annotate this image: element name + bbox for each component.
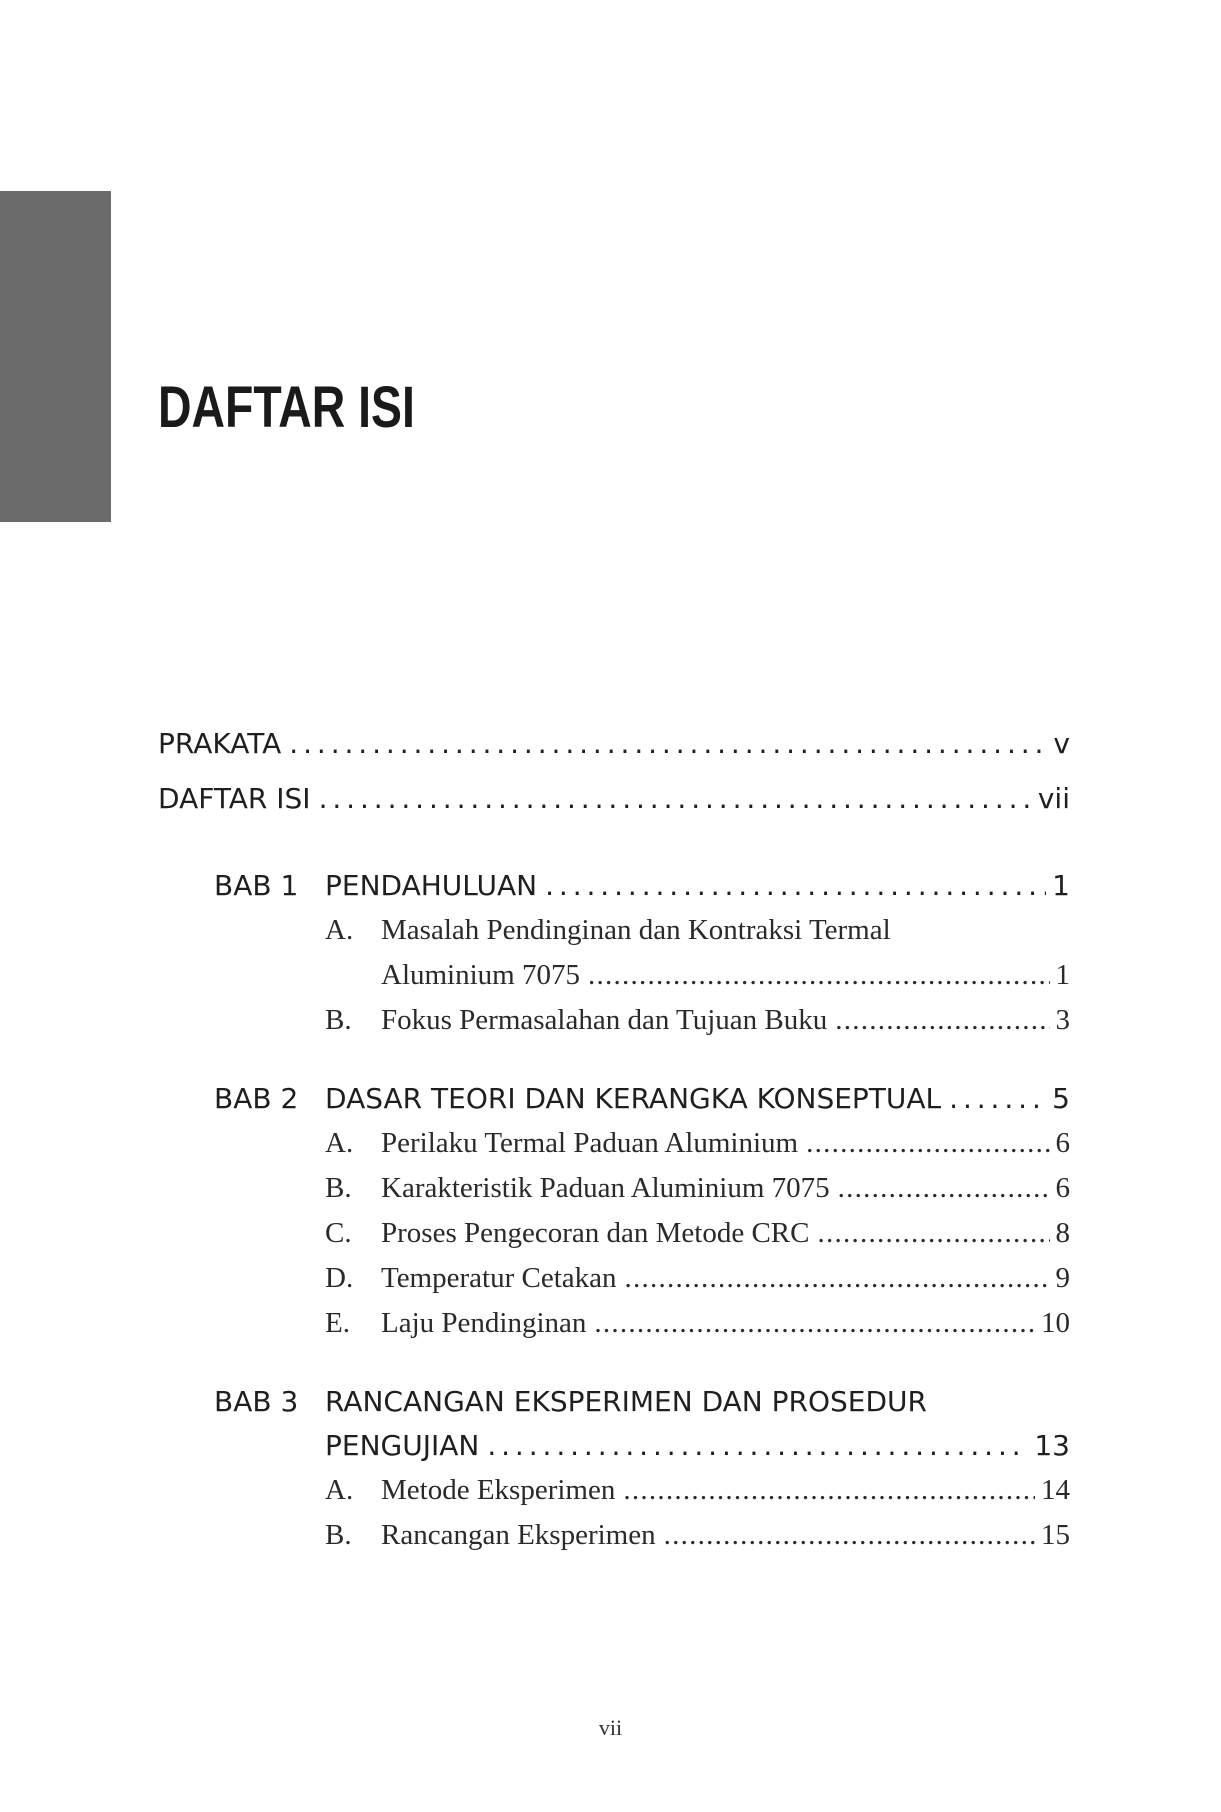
- section-page: 1: [1055, 959, 1070, 991]
- toc-entry-label: DAFTAR ISI: [158, 782, 311, 815]
- section-letter: B.: [325, 1004, 352, 1036]
- toc-chapter-1[interactable]: [158, 864, 1070, 908]
- section-title: Masalah Pendinginan dan Kontraksi Termal: [381, 914, 891, 946]
- dot-leader: [838, 1166, 1050, 1211]
- section-title: Proses Pengecoran dan Metode CRC: [381, 1217, 810, 1249]
- section-title: Perilaku Termal Paduan Aluminium: [381, 1127, 799, 1159]
- dot-leader: [806, 1121, 1049, 1166]
- section-title: Temperatur Cetakan: [381, 1262, 617, 1294]
- dot-leader: [545, 864, 1046, 908]
- chapter-number: BAB 1: [214, 869, 299, 902]
- section-letter: A.: [325, 1474, 354, 1506]
- chapter-page: 5: [1052, 1082, 1070, 1115]
- section-title: Metode Eksperimen: [381, 1474, 616, 1506]
- dot-leader: [664, 1513, 1035, 1558]
- section-page: 14: [1041, 1474, 1070, 1506]
- section-title: Karakteristik Paduan Aluminium 7075: [381, 1172, 830, 1204]
- section-page: 6: [1055, 1172, 1070, 1204]
- section-letter: C.: [325, 1217, 352, 1249]
- section-page: 8: [1055, 1217, 1070, 1249]
- dot-leader: [949, 1077, 1046, 1121]
- toc-chapter-3[interactable]: [158, 1380, 1070, 1424]
- section-page: 3: [1055, 1004, 1070, 1036]
- toc-entry-page: v: [1053, 727, 1070, 760]
- section-title: Laju Pendinginan: [381, 1307, 587, 1339]
- section-title: Rancangan Eksperimen: [381, 1519, 656, 1551]
- toc-section-1a-cont[interactable]: [158, 953, 1070, 998]
- toc-entry-label: PRAKATA: [158, 727, 282, 760]
- chapter-number: BAB 3: [214, 1385, 299, 1418]
- section-page: 15: [1041, 1519, 1070, 1551]
- section-page: 9: [1055, 1262, 1070, 1294]
- dot-leader: [319, 777, 1032, 821]
- chapter-page: 1: [1052, 869, 1070, 902]
- section-letter: E.: [325, 1307, 350, 1339]
- chapter-title: DASAR TEORI DAN KERANGKA KONSEPTUAL: [325, 1082, 942, 1115]
- toc-section-2d[interactable]: [158, 1256, 1070, 1301]
- section-letter: B.: [325, 1519, 352, 1551]
- dot-leader: [818, 1211, 1050, 1256]
- toc-section-2b[interactable]: [158, 1166, 1070, 1211]
- footer-page-number: vii: [598, 1715, 623, 1740]
- chapter-title: RANCANGAN EKSPERIMEN DAN PROSEDUR: [325, 1385, 927, 1418]
- toc-section-3b[interactable]: [158, 1513, 1070, 1558]
- chapter-title: PENDAHULUAN: [325, 869, 538, 902]
- table-of-contents: [158, 722, 1070, 1558]
- chapter-page: 13: [1034, 1429, 1070, 1462]
- toc-section-1b[interactable]: [158, 998, 1070, 1043]
- toc-section-2c[interactable]: [158, 1211, 1070, 1256]
- dot-leader: [623, 1468, 1035, 1513]
- section-letter: A.: [325, 1127, 354, 1159]
- section-letter: B.: [325, 1172, 352, 1204]
- toc-entry-daftar-isi[interactable]: [158, 777, 1070, 832]
- toc-entry-prakata[interactable]: [158, 722, 1070, 777]
- section-page: 6: [1055, 1127, 1070, 1159]
- side-tab-marker: [0, 191, 111, 522]
- toc-section-3a[interactable]: [158, 1468, 1070, 1513]
- dot-leader: [625, 1256, 1050, 1301]
- toc-chapter-3-cont[interactable]: [158, 1424, 1070, 1468]
- section-letter: D.: [325, 1262, 354, 1294]
- toc-section-1a[interactable]: [158, 908, 1070, 953]
- page-title: DAFTAR ISI: [158, 375, 415, 440]
- toc-section-2e[interactable]: [158, 1301, 1070, 1346]
- dot-leader: [588, 953, 1050, 998]
- section-letter: A.: [325, 914, 354, 946]
- chapter-number: BAB 2: [214, 1082, 299, 1115]
- dot-leader: [594, 1301, 1035, 1346]
- chapter-title-cont: PENGUJIAN: [325, 1429, 480, 1462]
- toc-section-2a[interactable]: [158, 1121, 1070, 1166]
- section-title-cont: Aluminium 7075: [381, 959, 580, 991]
- section-page: 10: [1041, 1307, 1070, 1339]
- dot-leader: [487, 1424, 1028, 1468]
- toc-entry-page: vii: [1037, 782, 1070, 815]
- toc-chapter-2[interactable]: [158, 1077, 1070, 1121]
- dot-leader: [289, 722, 1047, 766]
- dot-leader: [835, 998, 1049, 1043]
- section-title: Fokus Permasalahan dan Tujuan Buku: [381, 1004, 828, 1036]
